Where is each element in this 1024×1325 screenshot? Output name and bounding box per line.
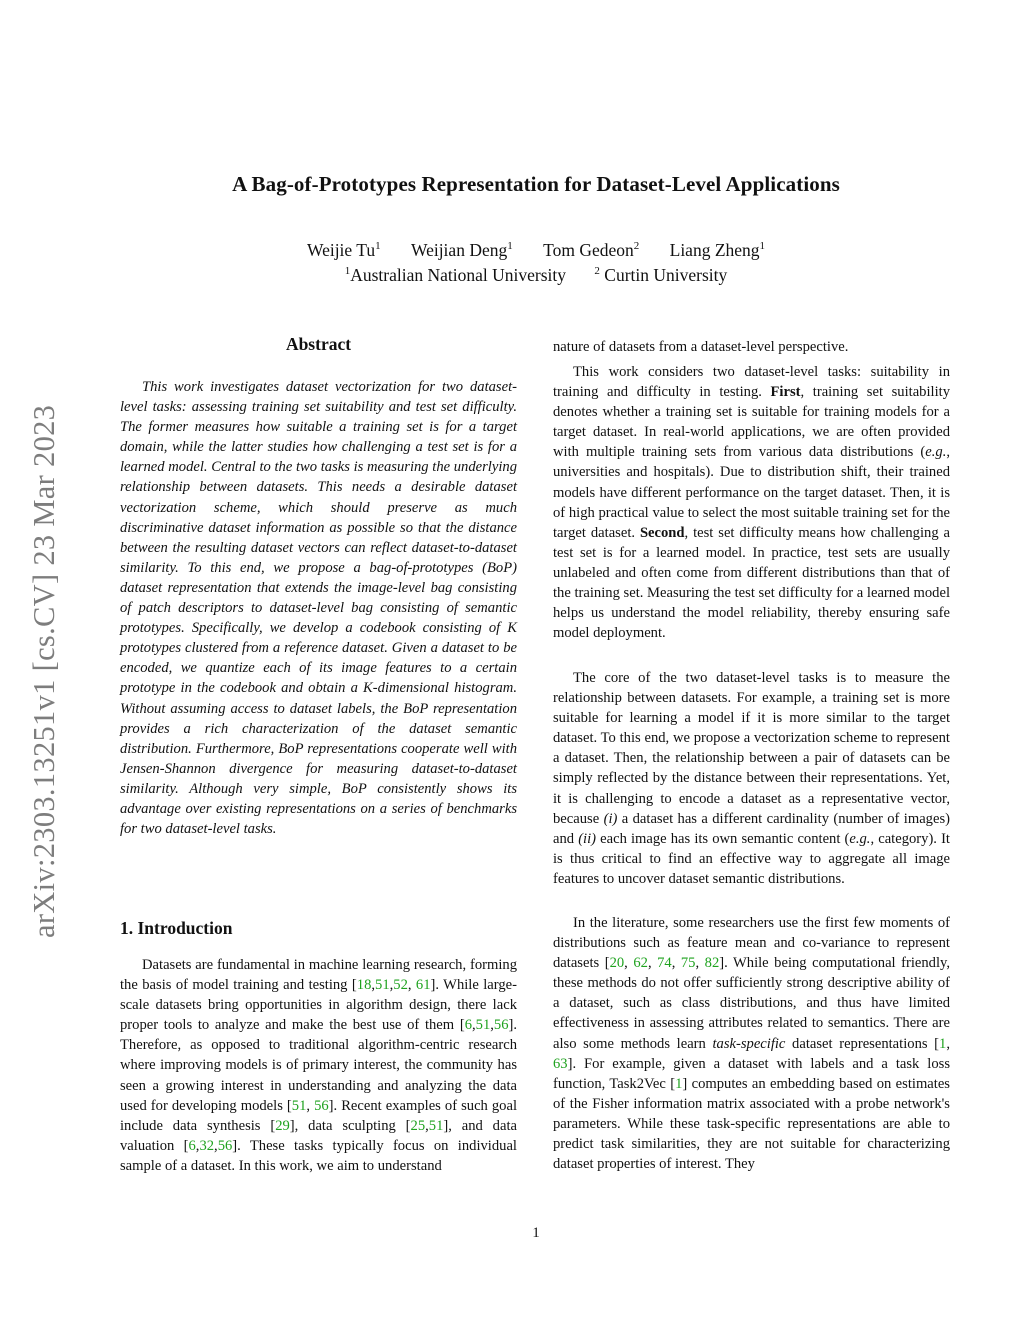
affiliation-1: $^1$Australian National University: [344, 265, 567, 285]
citation-link[interactable]: 29: [275, 1117, 290, 1134]
affiliation-2: $^2$ Curtin University: [594, 265, 728, 285]
affiliation-list: [0, 265, 1024, 286]
right-paragraph-core: The core of the two dataset-level tasks is to measure the relationship between datasets. For example, a training set is more suitable for learning a model if it is more similar to the target dataset. To this end, we propose a vectorization scheme to represent a dataset. Then, the relationship between a pair of datasets can be simply reflected by the distance between their representations. Yet, it is challenging to encode a dataset as a representative vector, because (i) a dataset has a different cardinality (number of images) and (ii) each image has its own semantic content (e.g., category). It is thus critical to find an effective way to aggregate all image features to uncover dataset semantic distributions.: [553, 670, 950, 887]
citation-link[interactable]: 1: [939, 1035, 947, 1052]
citation-link[interactable]: 63: [553, 1055, 568, 1072]
citation-link[interactable]: 52: [393, 977, 408, 994]
citation-link[interactable]: 56: [314, 1097, 329, 1114]
abstract-text: This work investigates dataset vectorization for two dataset-level tasks: assessing training set suitability and test set difficulty. The former measures how suitable a training set is for a target domain, while the latter studies how challenging a test set is for a learned model. Central to the two tasks is measuring the underlying relationship between datasets. This needs a desirable dataset vectorization scheme, which should preserve as much discriminative dataset information as possible so that the distance between the resulting dataset vectors can reflect dataset-to-dataset similarity. To this end, we propose a bag-of-prototypes (BoP) dataset representation that extends the image-level bag consisting of patch descriptors to dataset-level bag consisting of semantic prototypes. Specifically, we develop a codebook consisting of K prototypes clustered from a reference dataset. Given a dataset to be encoded, we quantize each of its image features to a certain prototype in the codebook and obtain a K-dimensional histogram. Without assuming access to dataset labels, the BoP representation provides a rich characterization of the dataset semantic distribution. Furthermore, BoP representations cooperate well with Jensen-Shannon divergence for measuring dataset-to-dataset similarity. Although very simple, BoP consistently shows its advantage over existing representations on a series of benchmarks for two dataset-level tasks.: [120, 379, 517, 838]
citation-link[interactable]: 82: [704, 955, 720, 972]
citation-link[interactable]: 32: [199, 1137, 215, 1154]
citation-link[interactable]: 75: [680, 955, 696, 972]
author-3: Tom Gedeon$^2$: [543, 240, 640, 260]
right-paragraph-tasks: This work considers two dataset-level tasks: suitability in training and difficulty in testing. First, training set suitability denotes whether a training set is suitable for training models for a target dataset. In real-world applications, we are often provided with multiple training sets from various data distributions (e.g., universities and hospitals). Due to distribution shift, their trained models have different performance on the target dataset. Then, it is of high practical value to select the most suitable training set for the target dataset. Second, test set difficulty means how challenging a test set is for a learned model. In practice, test sets are usually unlabeled and often come from different distributions than that of the training set. Measuring the test set difficulty for a learned model helps us understand the model reliability, thereby ensuring safe model deployment.: [553, 364, 951, 642]
right-paragraph-literature: In the literature, some researchers use the first few moments of distributions such as feature mean and co-variance to represent datasets [20, 62, 74, 75, 82]. While being computational friendly, these methods do not offer sufficiently strong descriptive ability of a dataset, such as class distributions, and thus have limited effectiveness in assessing attributes related to semantics. There are also some methods learn task-specific dataset representations [1, 63]. For example, given a dataset with labels and a task loss function, Task2Vec [1] computes an embedding based on estimates of the Fisher information matrix associated with a probe network's parameters. While these task-specific representations are able to predict task similarities, they are not suitable for characterizing dataset properties of interest. They: [553, 915, 951, 1173]
citation-link[interactable]: 25: [410, 1117, 426, 1134]
right-paragraph-continuation: nature of datasets from a dataset-level perspective.: [553, 339, 849, 355]
section-heading-introduction: 1. Introduction: [120, 918, 233, 938]
citation-link[interactable]: 62: [633, 955, 648, 972]
abstract-heading: Abstract: [285, 334, 352, 354]
citation-link[interactable]: 56: [493, 1017, 509, 1034]
author-1: Weijie Tu$^1$: [306, 240, 381, 260]
citation-link[interactable]: 6: [464, 1017, 472, 1034]
citation-link[interactable]: 51: [291, 1097, 307, 1114]
citation-link[interactable]: 18: [356, 977, 372, 994]
author-2: Weijian Deng$^1$: [410, 240, 513, 260]
citation-link[interactable]: 51: [375, 977, 390, 994]
citation-link[interactable]: 6: [188, 1137, 196, 1154]
page-number: 1: [532, 1225, 540, 1241]
citation-link[interactable]: 20: [609, 955, 625, 972]
citation-link[interactable]: 61: [415, 977, 431, 994]
citation-link[interactable]: 51: [475, 1017, 491, 1034]
arxiv-stamp: arXiv:2303.13251v1 [cs.CV] 23 Mar 2023: [27, 404, 61, 938]
paper-title: A Bag-of-Prototypes Representation for Dataset-Level Applications: [232, 172, 840, 196]
author-list: [0, 240, 1024, 261]
citation-link[interactable]: 51: [428, 1117, 444, 1134]
citation-link[interactable]: 74: [657, 955, 672, 972]
author-4: Liang Zheng$^1$: [669, 240, 766, 260]
citation-link[interactable]: 1: [675, 1075, 683, 1092]
intro-paragraph: Datasets are fundamental in machine learning research, forming the basis of model training and testing [18,51,52, 61]. While large-scale datasets bring opportunities in algorithm design, there lack proper tools to analyze and make the best use of them [6,51,56]. Therefore, as opposed to traditional algorithm-centric research where improving models is of primary interest, the community has seen a growing interest in understanding and analyzing the data used for developing models [51, 56]. Recent examples of such goal include data synthesis [29], data sculpting [25,51], and data valuation [6,32,56]. These tasks typically focus on individual sample of a dataset. In this work, we aim to understand: [120, 957, 517, 1174]
citation-link[interactable]: 56: [217, 1137, 233, 1154]
